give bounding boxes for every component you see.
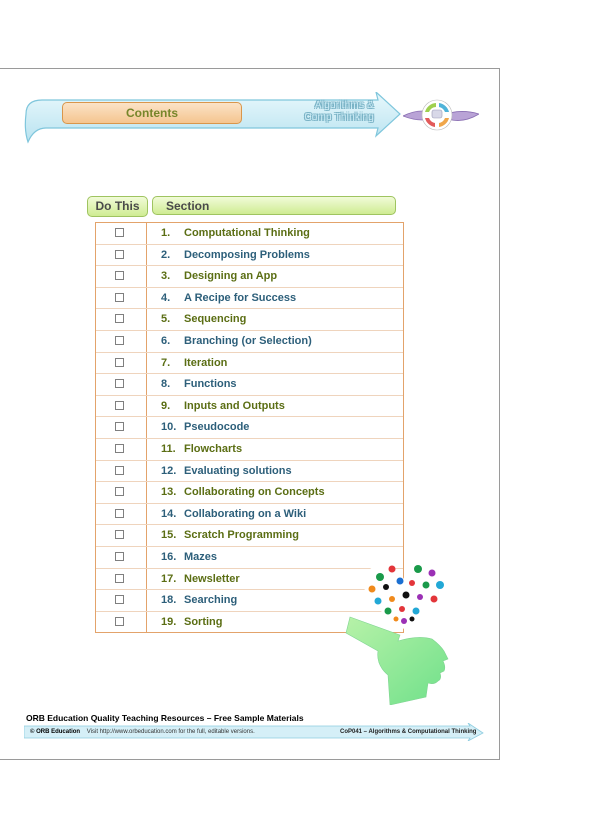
column-divider [146,331,147,352]
section-title-link[interactable]: Branching (or Selection) [184,335,312,347]
do-this-checkbox[interactable] [115,401,124,410]
column-divider [146,245,147,266]
do-this-checkbox[interactable] [115,271,124,280]
toc-row [96,439,403,461]
toc-row [96,504,403,526]
section-title-link[interactable]: Mazes [184,551,218,563]
subtitle-line-2: Comp Thinking [304,112,374,123]
toc-row [96,331,403,353]
column-divider [146,461,147,482]
column-divider [146,525,147,546]
column-divider [146,266,147,287]
section-title-link[interactable]: Pseudocode [184,421,250,434]
section-number: 4. [161,291,171,304]
column-divider [146,482,147,503]
section-title-link[interactable]: Scratch Programming [184,529,299,542]
do-this-checkbox[interactable] [115,293,124,302]
section-number: 19. [161,615,177,628]
section-number: 6. [161,335,171,347]
section-number: 15. [161,529,177,542]
toc-row [96,353,403,375]
section-number: 1. [161,227,171,239]
contents-label: Contents [126,106,178,120]
do-this-checkbox[interactable] [115,250,124,259]
column-divider [146,353,147,374]
column-divider [146,504,147,525]
column-header-section [152,196,396,215]
do-this-checkbox[interactable] [115,466,124,475]
section-title-link[interactable]: Computational Thinking [184,227,310,239]
section-number: 10. [161,421,177,434]
column-divider [146,569,147,590]
section-title-link[interactable]: Flowcharts [184,443,243,455]
do-this-checkbox[interactable] [115,552,124,561]
subtitle-line-1: Algorithms & [314,100,374,111]
section-title-link[interactable]: Collaborating on a Wiki [184,507,307,520]
column-divider [146,223,147,244]
column-divider [146,590,147,611]
column-header-section-label: Section [166,199,210,213]
section-number: 2. [161,248,171,261]
section-number: 14. [161,507,177,520]
section-title-link[interactable]: Sequencing [184,313,247,326]
do-this-checkbox[interactable] [115,487,124,496]
toc-row [96,525,403,547]
column-header-do-this [87,196,148,217]
footer-visit-link[interactable]: Visit http://www.orbeducation.com for the full, editable versions. [86,729,255,735]
column-divider [146,612,147,634]
section-number: 7. [161,356,171,369]
head-with-heart-of-animals-icon [340,555,470,705]
toc-row [96,396,403,418]
do-this-checkbox[interactable] [115,422,124,431]
do-this-checkbox[interactable] [115,358,124,367]
section-title-link[interactable]: Searching [184,594,238,607]
column-divider [146,396,147,417]
section-title-link[interactable]: Functions [184,378,237,391]
do-this-checkbox[interactable] [115,228,124,237]
section-number: 8. [161,378,171,391]
do-this-checkbox[interactable] [115,574,124,583]
cycle-arrows-logo-icon [403,96,479,136]
section-title-link[interactable]: Decomposing Problems [184,248,310,261]
footer-product-code: CoP041 – Algorithms & Computational Thinking [340,729,477,735]
section-number: 11. [161,443,176,455]
toc-row [96,461,403,483]
toc-row [96,266,403,288]
section-title-link[interactable]: Inputs and Outputs [184,399,285,412]
column-divider [146,288,147,309]
section-title-link[interactable]: Iteration [184,356,228,369]
section-title-link[interactable]: Sorting [184,615,223,628]
column-divider [146,374,147,395]
section-title-link[interactable]: Collaborating on Concepts [184,486,325,499]
section-number: 13. [161,486,177,499]
contents-heading [62,102,242,124]
do-this-checkbox[interactable] [115,530,124,539]
banner-subtitle [290,100,374,124]
toc-row [96,223,403,245]
section-number: 16. [161,551,177,563]
section-title-link[interactable]: Evaluating solutions [184,464,292,477]
do-this-checkbox[interactable] [115,595,124,604]
toc-row [96,482,403,504]
section-title-link[interactable]: Newsletter [184,572,240,585]
do-this-checkbox[interactable] [115,379,124,388]
toc-row [96,288,403,310]
do-this-checkbox[interactable] [115,314,124,323]
section-number: 5. [161,313,171,326]
section-number: 12. [161,464,177,477]
do-this-checkbox[interactable] [115,617,124,626]
do-this-checkbox[interactable] [115,509,124,518]
column-divider [146,417,147,438]
section-number: 18. [161,594,177,607]
footer-left-text [30,729,255,735]
section-title-link[interactable]: Designing an App [184,270,278,283]
section-number: 9. [161,399,171,412]
column-divider [146,547,147,568]
do-this-checkbox[interactable] [115,336,124,345]
footer-copyright: © ORB Education [30,729,81,735]
column-header-do-this-label: Do This [95,199,140,213]
section-number: 17. [161,572,177,585]
toc-row [96,374,403,396]
section-title-link[interactable]: A Recipe for Success [184,291,297,304]
column-divider [146,309,147,330]
footer-title: ORB Education Quality Teaching Resources – Free Sample Materials [26,713,304,723]
toc-row [96,309,403,331]
do-this-checkbox[interactable] [115,444,124,453]
toc-row [96,245,403,267]
section-number: 3. [161,270,171,283]
toc-row [96,417,403,439]
column-divider [146,439,147,460]
